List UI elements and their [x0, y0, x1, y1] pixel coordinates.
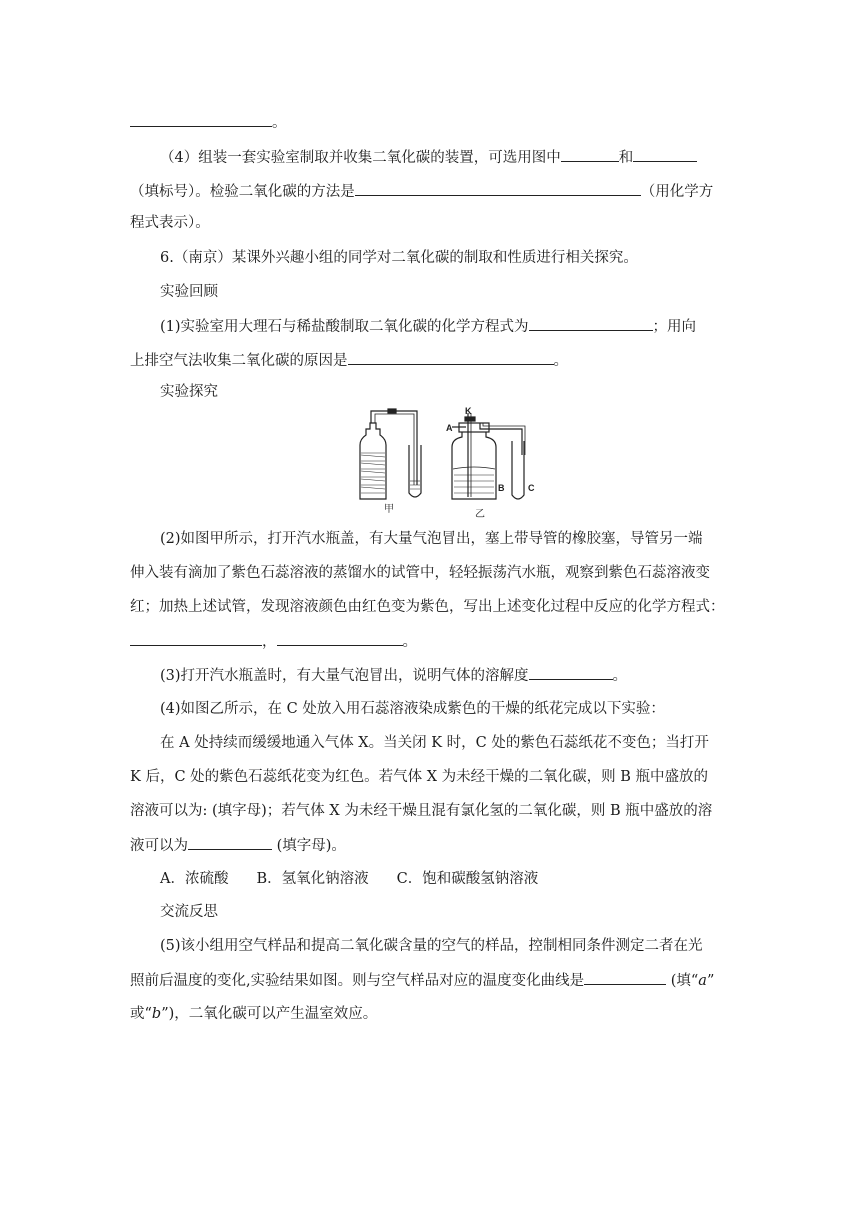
q6-p4-line3: K 后，C 处的紫色石蕊纸花变为红色。若气体 X 为未经干燥的二氧化碳，则 B 瓶中盛放的	[130, 769, 709, 785]
answer-blank[interactable]	[355, 181, 641, 196]
q4-line2: （填标号）。检验二氧化碳的方法是 （用化学方	[130, 181, 713, 202]
q6-p2-line2: 伸入装有滴加了紫色石蕊溶液的蒸馏水的试管中，轻轻振荡汽水瓶，观察到紫色石蕊溶液变	[130, 565, 710, 581]
answer-blank[interactable]	[348, 350, 554, 365]
answer-blank[interactable]	[130, 112, 272, 127]
answer-blank[interactable]	[130, 631, 262, 646]
q6-p4-line5: 液可以为 (填字母)。	[130, 835, 346, 856]
label-b: B	[498, 483, 505, 493]
answer-blank[interactable]	[529, 316, 653, 331]
apparatus-figure	[352, 405, 537, 520]
section-heading: 交流反思	[160, 904, 218, 920]
label-c: C	[528, 483, 535, 493]
label-k: K	[465, 406, 472, 416]
test-tube-jia	[409, 445, 421, 497]
label-jia: 甲	[384, 504, 394, 515]
delivery-tube	[371, 411, 417, 485]
q6-p4-line1: (4)如图乙所示，在 C 处放入用石蕊溶液染成紫色的干燥的纸花完成以下实验：	[160, 701, 665, 717]
q6-p4-line2: 在 A 处持续而缓缓地通入气体 X。当关闭 K 时，C 处的紫色石蕊纸花不变色；当打开	[160, 735, 709, 751]
q6-p3: (3)打开汽水瓶盖时，有大量气泡冒出，说明气体的溶解度 。	[160, 665, 627, 686]
answer-blank[interactable]	[633, 147, 697, 162]
q6-options	[160, 869, 538, 889]
q6-p1-line1: (1)实验室用大理石与稀盐酸制取二氧化碳的化学方程式为 ；用向	[160, 316, 696, 337]
q4-line1: （4）组装一套实验室制取并收集二氧化碳的装置，可选用图中 和	[160, 147, 697, 168]
option-c[interactable]: C．饱和碳酸氢钠溶液	[396, 871, 539, 887]
label-a: A	[446, 423, 453, 433]
gas-wash-bottle	[452, 413, 525, 499]
label-yi: 乙	[475, 509, 485, 520]
section-heading: 实验回顾	[160, 284, 218, 300]
q4-line3: 程式表示）。	[130, 215, 210, 231]
q6-p2-line3: 红；加热上述试管，发现溶液颜色由红色变为紫色，写出上述变化过程中反应的化学方程式：	[130, 599, 725, 615]
section-heading: 实验探究	[160, 384, 218, 400]
answer-blank[interactable]	[529, 665, 613, 680]
q6-p2-line1: (2)如图甲所示，打开汽水瓶盖，有大量气泡冒出，塞上带导管的橡胶塞，导管另一端	[160, 531, 703, 547]
q6-title: 6.（南京）某课外兴趣小组的同学对二氧化碳的制取和性质进行相关探究。	[160, 250, 638, 266]
answer-blank[interactable]	[188, 835, 272, 850]
answer-blank[interactable]	[561, 147, 619, 162]
option-b[interactable]: B．氢氧化钠溶液	[256, 871, 369, 887]
q6-p4-line4: 溶液可以为: (填字母)；若气体 X 为未经干燥且混有氯化氢的二氧化碳，则 B 瓶中盛放的溶	[130, 803, 713, 819]
soda-bottle	[360, 423, 386, 499]
q6-p2-line4: ， 。	[130, 631, 417, 652]
q6-p1-line2: 上排空气法收集二氧化碳的原因是 。	[130, 350, 568, 371]
answer-blank[interactable]	[584, 970, 666, 985]
q6-p5-line2: 照前后温度的变化,实验结果如图。则与空气样品对应的温度变化曲线是 (填“a”	[130, 970, 714, 991]
q6-p5-line1: (5)该小组用空气样品和提高二氧化碳含量的空气的样品，控制相同条件测定二者在光	[160, 938, 703, 954]
prev-answer-line: 。	[130, 112, 287, 133]
answer-blank[interactable]	[277, 631, 403, 646]
option-a[interactable]: A．浓硫酸	[160, 871, 229, 887]
q6-p5-line3: 或“b”)，二氧化碳可以产生温室效应。	[130, 1006, 378, 1022]
